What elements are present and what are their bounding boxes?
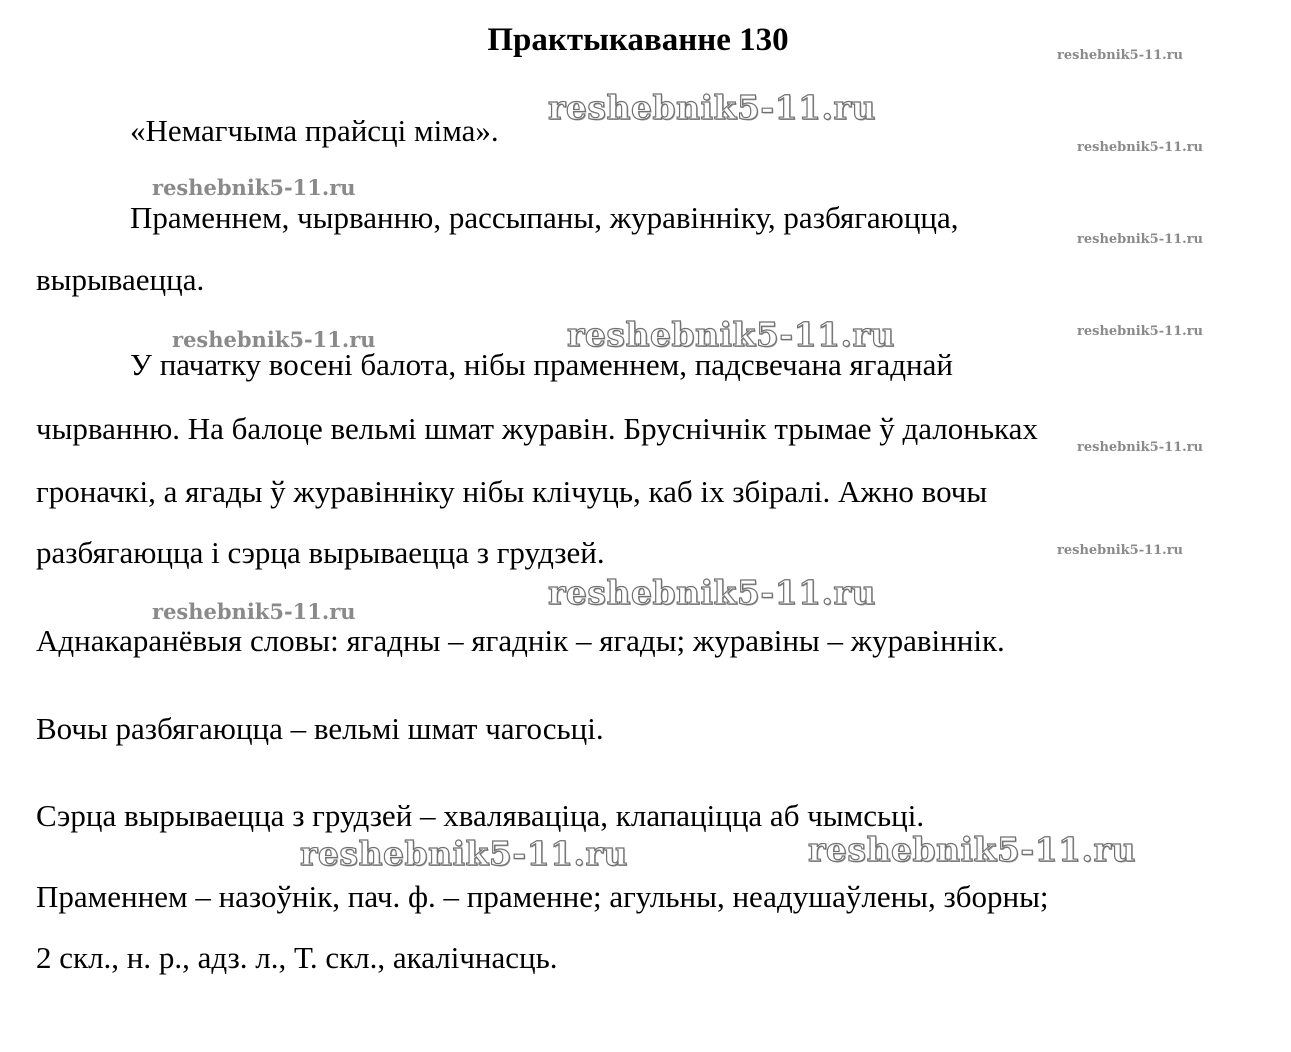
watermark: reshebnik5-11.ru	[1057, 48, 1184, 63]
analysis-line-1: Праменнем – назоўнік, пач. ф. – праменне; агульны, неадушаўлены, зборны;	[36, 879, 1049, 914]
watermark: reshebnik5-11.ru	[172, 327, 376, 352]
idiom-line-1: Вочы разбягаюцца – вельмі шмат чагосьці.	[36, 711, 604, 746]
watermark: reshebnik5-11.ru	[567, 315, 895, 354]
watermark: reshebnik5-11.ru	[1077, 140, 1204, 155]
cognates-line: Аднакаранёвыя словы: ягадны – ягаднік – ягады; журавіны – журавіннік.	[36, 623, 1005, 658]
text-line-3: гроначкі, а ягады ў журавінніку нібы клічуць, каб іх збіралі. Ажно вочы	[36, 474, 988, 509]
watermark: reshebnik5-11.ru	[300, 834, 628, 873]
watermark: reshebnik5-11.ru	[548, 573, 876, 612]
words-list-line-2: вырываецца.	[36, 262, 205, 297]
heading-quote: «Немагчыма прайсці міма».	[130, 113, 499, 148]
watermark: reshebnik5-11.ru	[1077, 324, 1204, 339]
text-line-2: чырванню. На балоце вельмі шмат журавін. Бруснічнік трымае ў далоньках	[36, 411, 1038, 446]
watermark: reshebnik5-11.ru	[1077, 440, 1204, 455]
watermark: reshebnik5-11.ru	[548, 88, 876, 127]
watermark: reshebnik5-11.ru	[152, 599, 356, 624]
words-list-line-1: Праменнем, чырванню, рассыпаны, журавінніку, разбягаюцца,	[130, 200, 959, 235]
text-line-1: У пачатку восені балота, нібы праменнем, падсвечана ягаднай	[130, 347, 953, 382]
watermark: reshebnik5-11.ru	[152, 175, 356, 200]
watermark: reshebnik5-11.ru	[1057, 543, 1184, 558]
watermark: reshebnik5-11.ru	[808, 830, 1136, 869]
analysis-line-2: 2 скл., н. р., адз. л., Т. скл., акалічнасць.	[36, 940, 558, 975]
watermark: reshebnik5-11.ru	[1077, 232, 1204, 247]
page-title: Практыкаванне 130	[487, 22, 789, 58]
text-line-4: разбягаюцца і сэрца вырываецца з грудзей.	[36, 535, 605, 570]
idiom-line-2: Сэрца вырываецца з грудзей – хваляваціца, клапаціцца аб чымсьці.	[36, 798, 925, 833]
